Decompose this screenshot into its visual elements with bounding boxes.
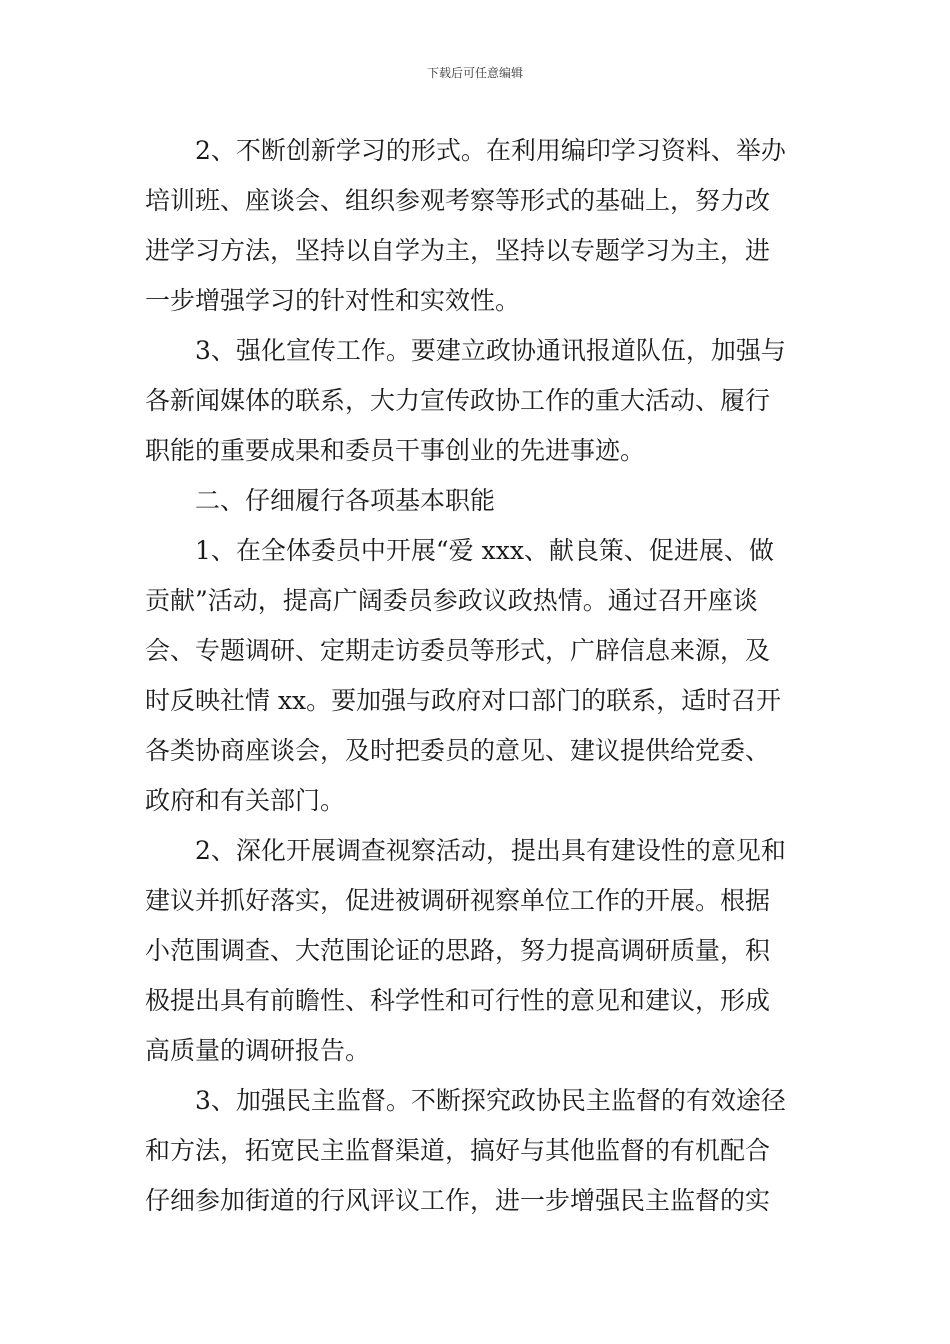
heading-line: 二、仔细履行各项基本职能	[195, 486, 496, 515]
text-line: 各类协商座谈会，及时把委员的意见、建议提供给党委、	[145, 736, 771, 765]
text-line: 仔细参加街道的行风评议工作，进一步增强民主监督的实	[145, 1186, 771, 1215]
text-line: 时反映社情 xx。要加强与政府对口部门的联系，适时召开	[145, 686, 782, 715]
text-line: 培训班、座谈会、组织参观考察等形式的基础上，努力改	[145, 186, 771, 215]
text-line: 1、在全体委员中开展“爱 xxx、献良策、促进展、做	[195, 536, 774, 565]
page-header: 下载后可任意编辑	[426, 66, 523, 80]
text-line: 小范围调查、大范围论证的思路，努力提高调研质量，积	[145, 936, 771, 965]
text-line: 建议并抓好落实，促进被调研视察单位工作的开展。根据	[145, 886, 771, 915]
paragraph-inspection	[145, 826, 810, 1076]
text-line: 各新闻媒体的联系，大力宣传政协工作的重大活动、履行	[145, 386, 771, 415]
text-line: 一步增强学习的针对性和实效性。	[145, 286, 521, 315]
paragraph-publicity	[145, 326, 810, 476]
paragraph-study-format	[145, 126, 810, 326]
text-line: 进学习方法，坚持以自学为主，坚持以专题学习为主，进	[145, 236, 771, 265]
text-line: 职能的重要成果和委员干事创业的先进事迹。	[145, 436, 646, 465]
text-line: 2、深化开展调查视察活动，提出具有建设性的意见和	[195, 836, 786, 865]
text-line: 贡献”活动，提高广阔委员参政议政热情。通过召开座谈	[145, 586, 758, 615]
text-line: 3、强化宣传工作。要建立政协通讯报道队伍，加强与	[195, 336, 786, 365]
text-line: 和方法，拓宽民主监督渠道，搞好与其他监督的有机配合	[145, 1136, 771, 1165]
section-heading	[145, 476, 810, 526]
text-line: 3、加强民主监督。不断探究政协民主监督的有效途径	[195, 1086, 786, 1115]
text-line: 高质量的调研报告。	[145, 1036, 371, 1065]
document-body	[145, 126, 810, 1226]
paragraph-supervision	[145, 1076, 810, 1226]
text-line: 政府和有关部门。	[145, 786, 346, 815]
text-line: 极提出具有前瞻性、科学性和可行性的意见和建议，形成	[145, 986, 771, 1015]
text-line: 2、不断创新学习的形式。在利用编印学习资料、举办	[195, 136, 786, 165]
text-line: 会、专题调研、定期走访委员等形式，广辟信息来源，及	[145, 636, 771, 665]
paragraph-activities	[145, 526, 810, 826]
